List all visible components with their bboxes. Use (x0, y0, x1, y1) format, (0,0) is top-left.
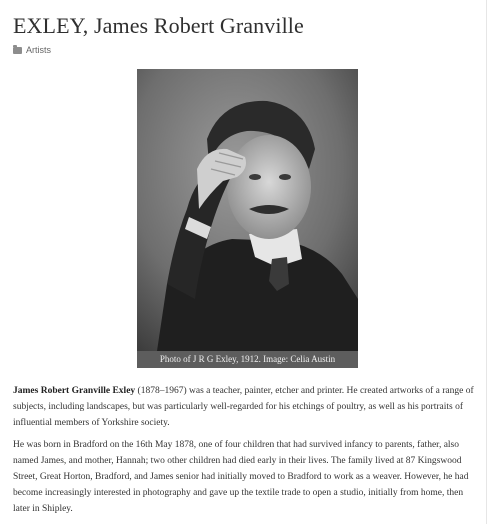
category-label[interactable]: Artists (26, 45, 52, 55)
subject-name: James Robert Granville Exley (13, 386, 136, 396)
folder-icon (13, 47, 22, 54)
page-title: EXLEY, James Robert Granville (13, 13, 304, 38)
paragraph-1-text: (1878–1967) was a teacher, painter, etcher and printer. He created artworks of a range of subjects, including landscapes, but was particularly well-regarded for his etchings of poultry, as well as his portraits of influential members of Yorkshire society. (13, 386, 474, 428)
category-link[interactable] (13, 43, 484, 57)
article-body (13, 383, 481, 523)
photo-caption: Photo of J R G Exley, 1912. Image: Celia Austin (137, 351, 358, 368)
paragraph-1 (13, 383, 481, 431)
portrait-photo (137, 69, 358, 351)
portrait-figure (137, 69, 358, 368)
paragraph-2: He was born in Bradford on the 16th May 1878, one of four children that had survived infancy to parents, father, also named James, and mother, Hannah; two other children had died early in their lives. The family lived at 87 Kingswood Street, Great Horton, Bradford, and James senior had initially moved to Bradford to work as a weaver. However, he had become increasingly interested in photography and gave up the textile trade to open a studio, initially from home, then later in Shipley. (13, 440, 469, 514)
